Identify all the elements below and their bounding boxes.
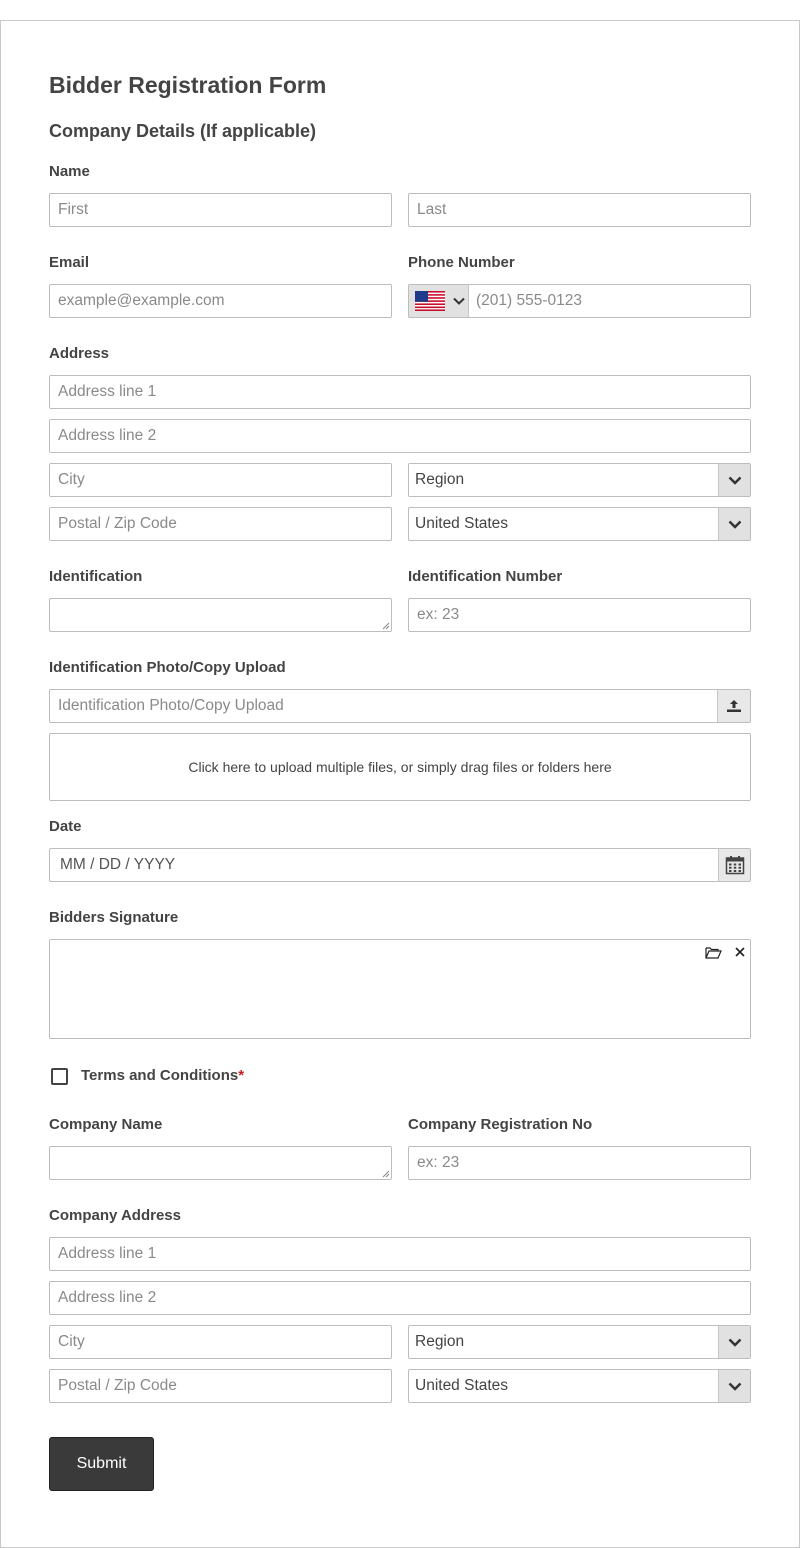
us-flag-icon bbox=[415, 291, 445, 311]
calendar-button[interactable] bbox=[718, 849, 750, 881]
signature-label: Bidders Signature bbox=[49, 909, 179, 926]
form-title: Bidder Registration Form bbox=[49, 72, 327, 98]
company-postal-code-input[interactable]: Postal / Zip Code bbox=[49, 1369, 392, 1403]
company-name-label: Company Name bbox=[49, 1116, 163, 1133]
email-input[interactable]: example@example.com bbox=[49, 284, 392, 318]
company-region-value: Region bbox=[415, 1333, 465, 1350]
company-country-value: United States bbox=[415, 1377, 509, 1394]
company-country-select[interactable] bbox=[408, 1369, 751, 1403]
upload-input[interactable] bbox=[49, 689, 751, 723]
terms-label[interactable] bbox=[81, 1067, 244, 1084]
country-select[interactable] bbox=[408, 507, 751, 541]
date-input[interactable] bbox=[49, 848, 751, 882]
email-label: Email bbox=[49, 254, 90, 271]
upload-icon bbox=[726, 699, 742, 713]
phone-input[interactable] bbox=[408, 284, 751, 318]
first-name-input[interactable]: First bbox=[49, 193, 392, 227]
upload-placeholder: Identification Photo/Copy Upload bbox=[58, 697, 284, 714]
company-address-line2-input[interactable]: Address line 2 bbox=[49, 1281, 751, 1315]
city-input[interactable]: City bbox=[49, 463, 392, 497]
phone-label: Phone Number bbox=[408, 254, 515, 271]
last-name-input[interactable]: Last bbox=[408, 193, 751, 227]
company-name-textarea[interactable] bbox=[49, 1146, 392, 1180]
date-label: Date bbox=[49, 818, 82, 835]
address-line2-input[interactable]: Address line 2 bbox=[49, 419, 751, 453]
identification-number-label: Identification Number bbox=[408, 568, 563, 585]
country-dropdown-button[interactable] bbox=[718, 508, 750, 540]
chevron-down-icon bbox=[728, 1382, 742, 1391]
region-dropdown-button[interactable] bbox=[718, 464, 750, 496]
company-address-line1-input[interactable]: Address line 1 bbox=[49, 1237, 751, 1271]
file-dropzone[interactable]: Click here to upload multiple files, or simply drag files or folders here bbox=[49, 733, 751, 801]
country-code-select[interactable] bbox=[409, 285, 469, 317]
resize-handle-icon[interactable] bbox=[382, 1170, 390, 1178]
company-address-label: Company Address bbox=[49, 1207, 181, 1224]
section-heading: Company Details (If applicable) bbox=[49, 121, 317, 141]
submit-button[interactable]: Submit bbox=[49, 1437, 154, 1491]
chevron-down-icon bbox=[728, 520, 742, 529]
identification-label: Identification bbox=[49, 568, 143, 585]
postal-code-input[interactable]: Postal / Zip Code bbox=[49, 507, 392, 541]
address-line1-input[interactable]: Address line 1 bbox=[49, 375, 751, 409]
chevron-down-icon bbox=[728, 476, 742, 485]
upload-label: Identification Photo/Copy Upload bbox=[49, 659, 286, 676]
region-select[interactable] bbox=[408, 463, 751, 497]
resize-handle-icon[interactable] bbox=[382, 622, 390, 630]
chevron-down-icon bbox=[728, 1338, 742, 1347]
terms-label-text: Terms and Conditions bbox=[81, 1067, 239, 1084]
close-icon[interactable] bbox=[734, 946, 746, 958]
chevron-down-icon bbox=[453, 297, 465, 305]
company-city-input[interactable]: City bbox=[49, 1325, 392, 1359]
required-mark: * bbox=[238, 1067, 245, 1084]
country-value: United States bbox=[415, 515, 509, 532]
company-region-select[interactable] bbox=[408, 1325, 751, 1359]
phone-placeholder: (201) 555-0123 bbox=[476, 292, 582, 309]
folder-open-icon[interactable] bbox=[705, 946, 722, 959]
name-label: Name bbox=[49, 163, 90, 180]
company-region-dropdown-button[interactable] bbox=[718, 1326, 750, 1358]
signature-pad[interactable] bbox=[49, 939, 751, 1039]
calendar-icon bbox=[725, 855, 745, 875]
company-reg-label: Company Registration No bbox=[408, 1116, 593, 1133]
address-label: Address bbox=[49, 345, 110, 362]
date-placeholder: MM / DD / YYYY bbox=[60, 856, 176, 873]
region-value: Region bbox=[415, 471, 465, 488]
company-reg-input[interactable]: ex: 23 bbox=[408, 1146, 751, 1180]
company-country-dropdown-button[interactable] bbox=[718, 1370, 750, 1402]
terms-checkbox[interactable] bbox=[51, 1068, 68, 1085]
identification-number-input[interactable]: ex: 23 bbox=[408, 598, 751, 632]
upload-button[interactable] bbox=[717, 690, 750, 722]
identification-textarea[interactable] bbox=[49, 598, 392, 632]
